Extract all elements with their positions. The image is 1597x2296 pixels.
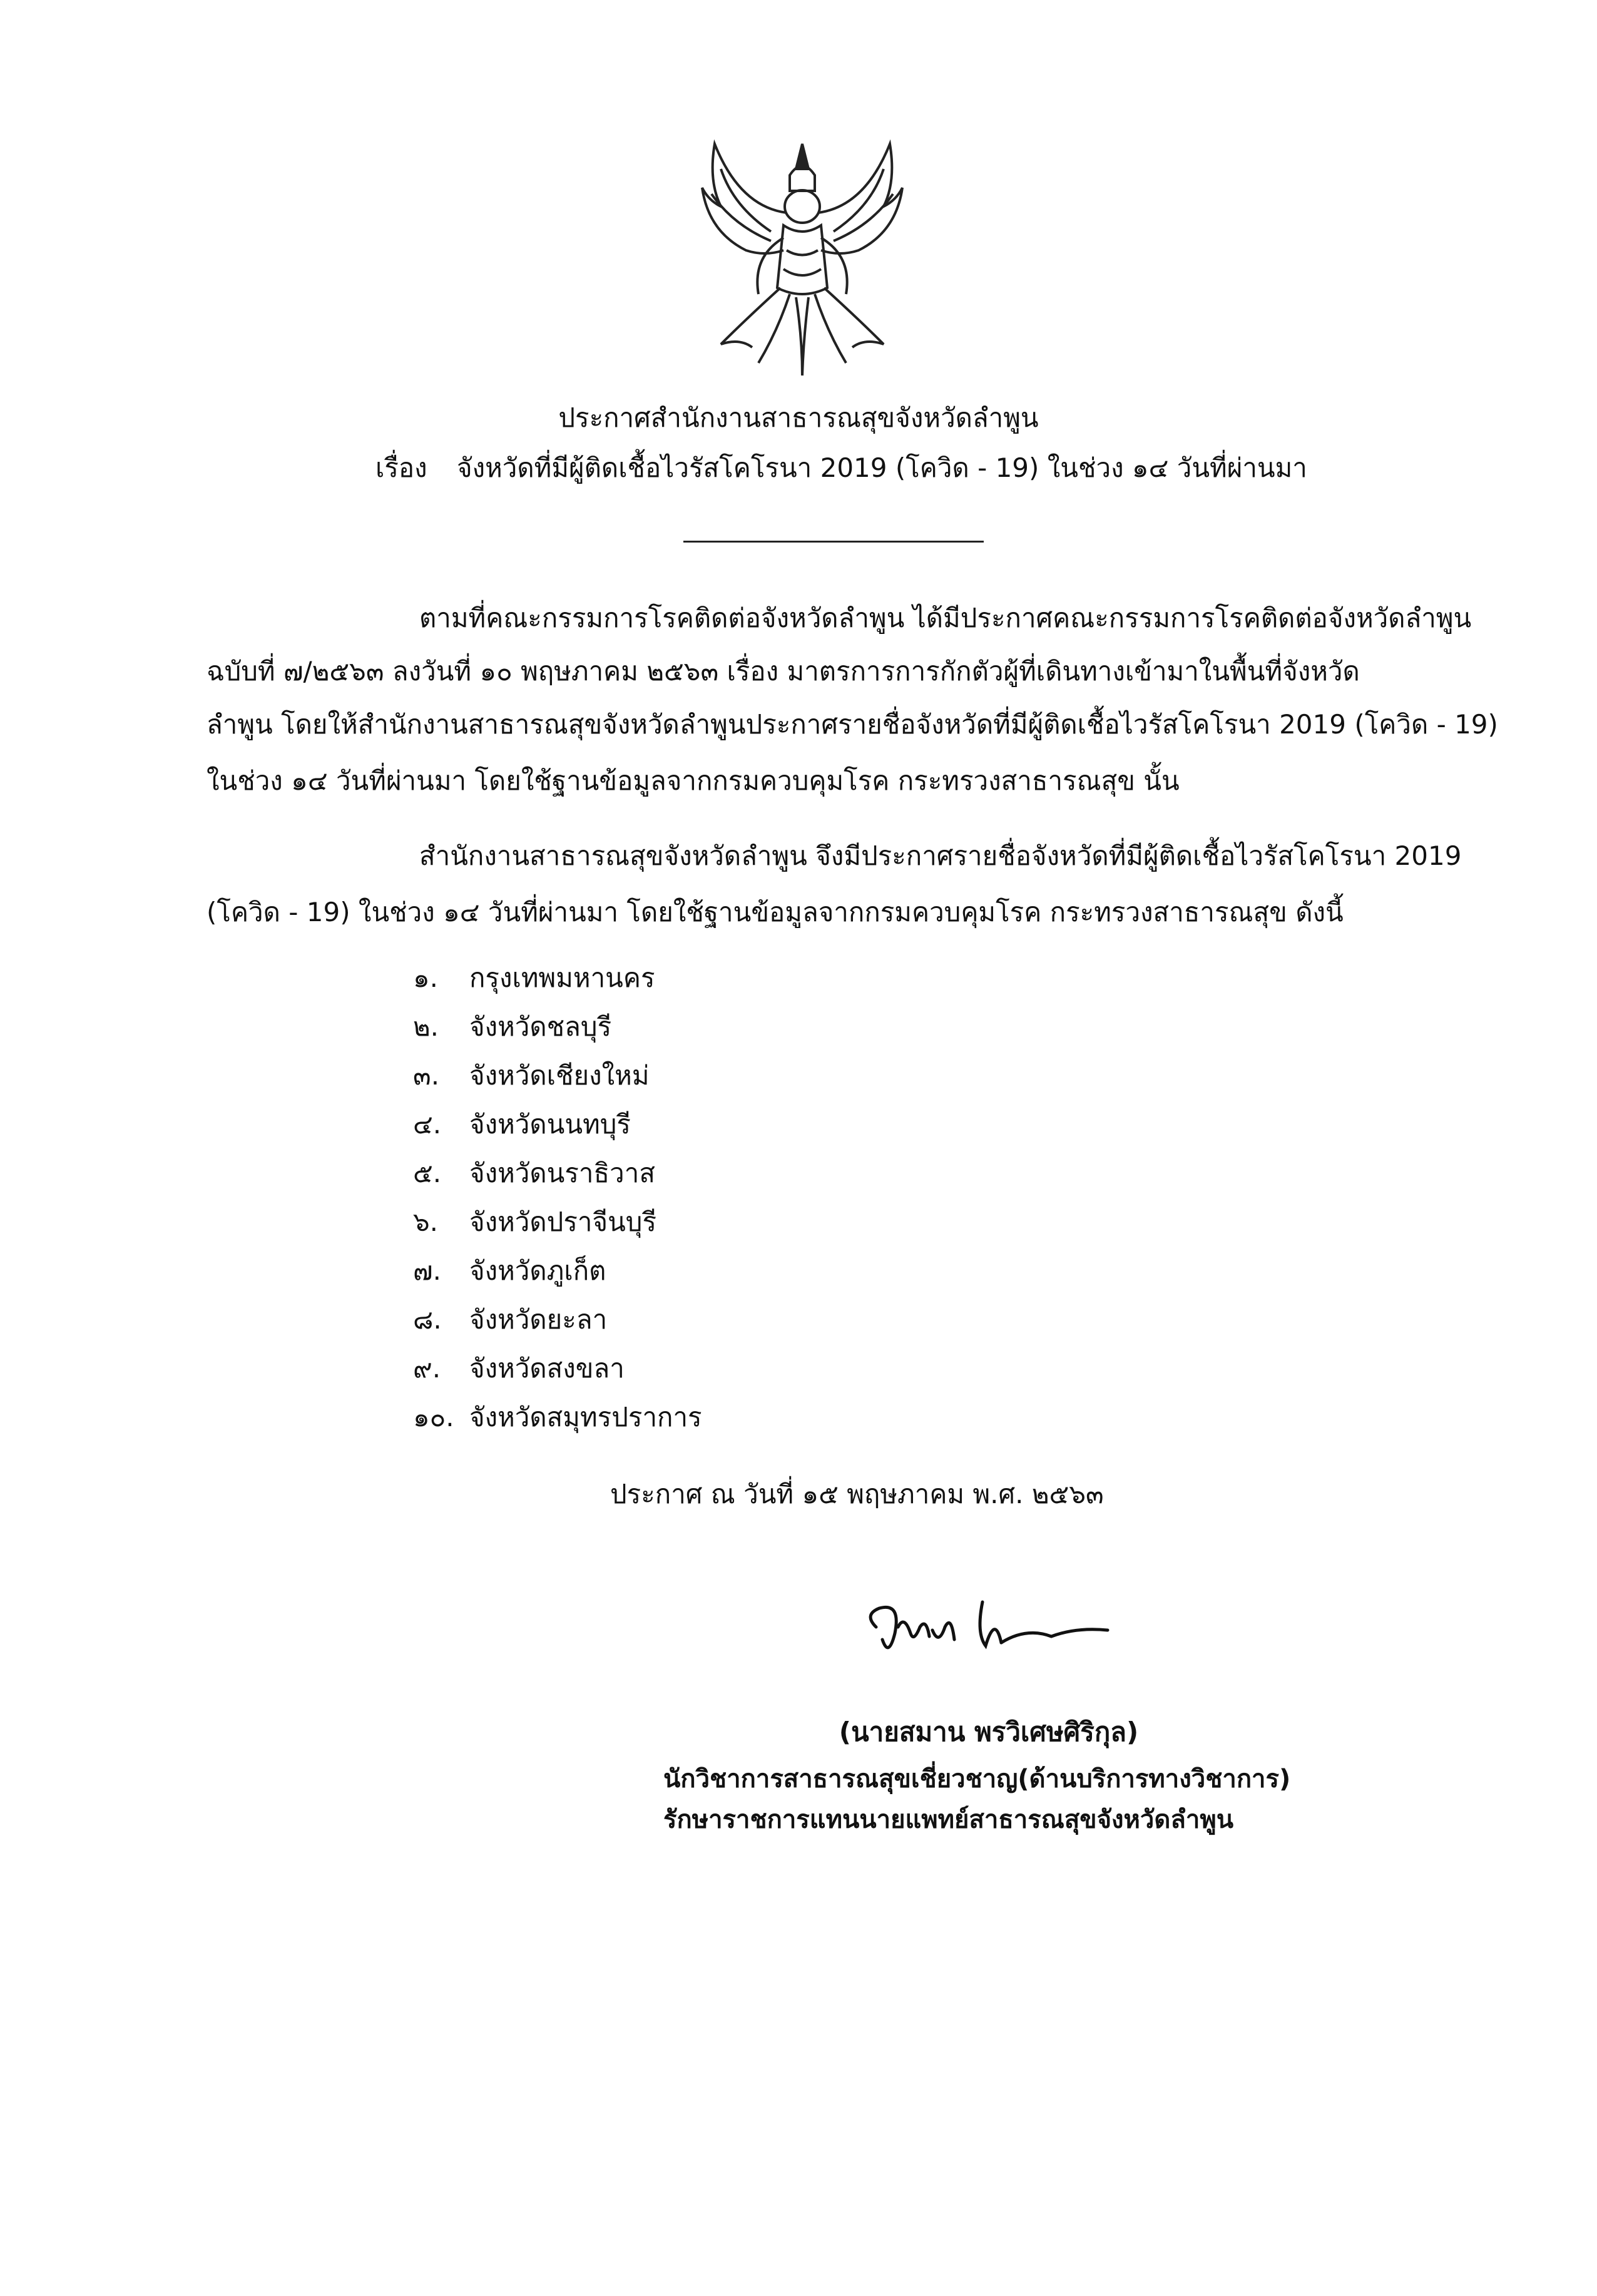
list-item: จังหวัดภูเก็ต — [469, 1255, 606, 1286]
org-title: ประกาศสำนักงานสาธารณสุขจังหวัดลำพูน — [558, 402, 1039, 433]
list-item-number: ๓. — [413, 1060, 440, 1091]
para2-line-2: (โควิด - 19) ในช่วง ๑๔ วันที่ผ่านมา โดยใช้ฐานข้อมูลจากกรมควบคุมโรค กระทรวงสาธารณสุข ดังนี้ — [207, 897, 1344, 927]
list-item-number: ๕. — [413, 1158, 442, 1188]
list-item: จังหวัดนนทบุรี — [469, 1109, 631, 1140]
list-item: จังหวัดสงขลา — [469, 1353, 625, 1384]
list-item-number: ๑๐. — [413, 1402, 454, 1432]
list-item-number: ๔. — [413, 1109, 442, 1140]
list-item: จังหวัดเชียงใหม่ — [469, 1060, 650, 1091]
list-item-number: ๒. — [413, 1011, 439, 1042]
signatory-name: (นายสมาน พรวิเศษศิริกุล) — [839, 1717, 1139, 1747]
announcement-date: ประกาศ ณ วันที่ ๑๕ พฤษภาคม พ.ศ. ๒๕๖๓ — [610, 1479, 1104, 1509]
list-item-number: ๘. — [413, 1304, 442, 1335]
list-item: จังหวัดยะลา — [469, 1304, 608, 1335]
list-item-number: ๙. — [413, 1353, 441, 1384]
garuda-emblem-icon — [696, 131, 909, 382]
list-item: จังหวัดปราจีนบุรี — [469, 1207, 657, 1237]
list-item: จังหวัดชลบุรี — [469, 1011, 612, 1042]
list-item-number: ๑. — [413, 962, 439, 993]
para1-line-1: ตามที่คณะกรรมการโรคติดต่อจังหวัดลำพูน ได้มีประกาศคณะกรรมการโรคติดต่อจังหวัดลำพูน — [419, 603, 1472, 633]
list-item-number: ๖. — [413, 1207, 439, 1237]
para1-line-3: ลำพูน โดยให้สำนักงานสาธารณสุขจังหวัดลำพูนประกาศรายชื่อจังหวัดที่มีผู้ติดเชื้อไวรัสโคโรนา 2019 (โควิด - 19) — [207, 709, 1498, 740]
list-item-number: ๗. — [413, 1255, 441, 1286]
list-item: จังหวัดสมุทรปราการ — [469, 1402, 702, 1432]
signature-icon — [851, 1589, 1126, 1683]
title-divider — [683, 541, 984, 543]
subject-text: จังหวัดที่มีผู้ติดเชื้อไวรัสโคโรนา 2019 (โควิด - 19) ในช่วง ๑๔ วันที่ผ่านมา — [457, 452, 1307, 483]
list-item: กรุงเทพมหานคร — [469, 962, 655, 993]
para1-line-4: ในช่วง ๑๔ วันที่ผ่านมา โดยใช้ฐานข้อมูลจากกรมควบคุมโรค กระทรวงสาธารณสุข นั้น — [207, 765, 1180, 796]
signatory-position-1: นักวิชาการสาธารณสุขเชี่ยวชาญ(ด้านบริการทางวิชาการ) — [663, 1765, 1291, 1793]
list-item: จังหวัดนราธิวาส — [469, 1158, 655, 1188]
signatory-position-2: รักษาราชการแทนนายแพทย์สาธารณสุขจังหวัดลำพูน — [663, 1805, 1234, 1834]
para2-line-1: สำนักงานสาธารณสุขจังหวัดลำพูน จึงมีประกาศรายชื่อจังหวัดที่มีผู้ติดเชื้อไวรัสโคโรนา 2019 — [419, 840, 1462, 871]
para1-line-2: ฉบับที่ ๗/๒๕๖๓ ลงวันที่ ๑๐ พฤษภาคม ๒๕๖๓ เรื่อง มาตรการการกักตัวผู้ที่เดินทางเข้ามาในพื้นที่จังหวัด — [207, 656, 1360, 686]
subject-label: เรื่อง — [375, 452, 427, 483]
